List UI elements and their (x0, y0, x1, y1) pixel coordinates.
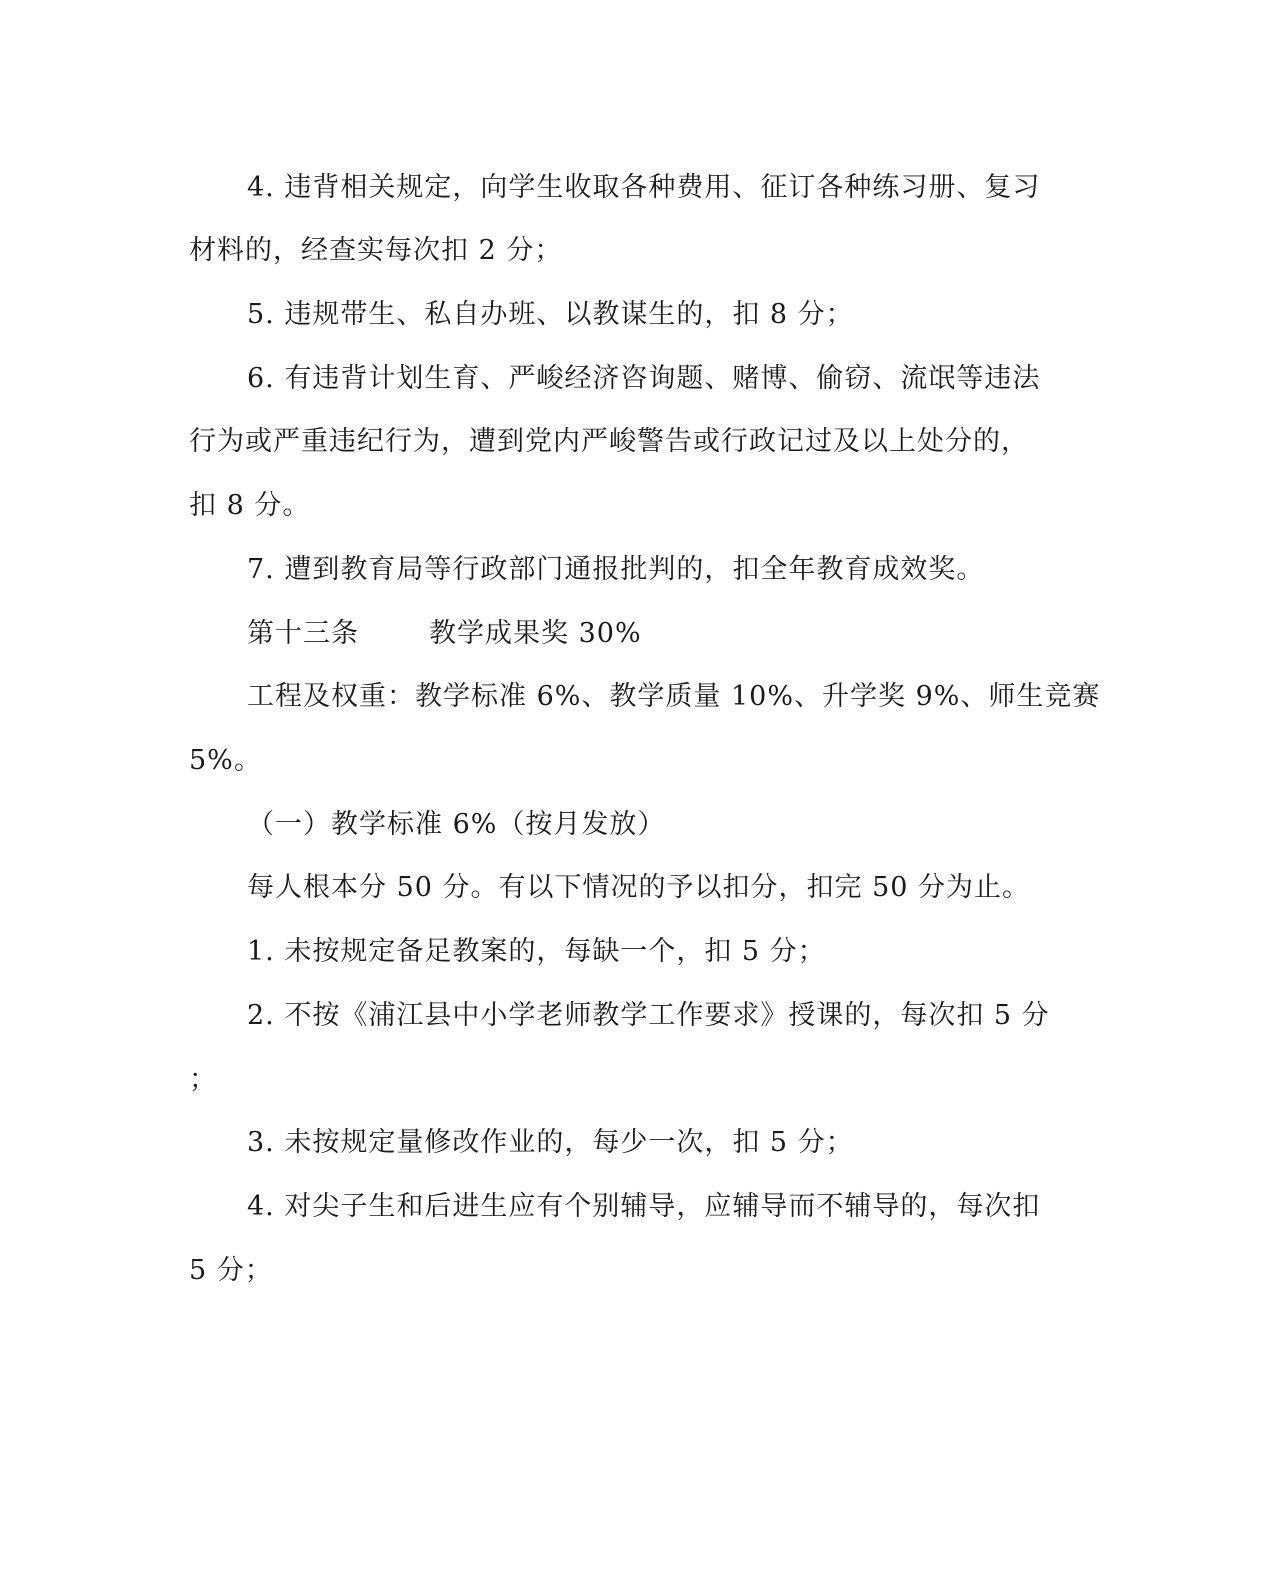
paragraph-line: 3. 未按规定量修改作业的，每少一次，扣 5 分； (247, 1127, 854, 1158)
paragraph-line: 6. 有违背计划生育、严峻经济咨询题、赌博、偷窃、流氓等违法 (247, 363, 1041, 394)
article-title: 教学成果奖 30% (429, 618, 642, 649)
section-heading: （一）教学标准 6%（按月发放） (247, 809, 666, 840)
paragraph-line: 每人根本分 50 分。有以下情况的予以扣分，扣完 50 分为止。 (247, 872, 1031, 903)
article-heading (247, 616, 642, 652)
paragraph-line: 材料的，经查实每次扣 2 分； (189, 235, 563, 266)
paragraph-line: 4. 对尖子生和后进生应有个别辅导，应辅导而不辅导的，每次扣 (247, 1191, 1041, 1222)
paragraph-line: 5. 违规带生、私自办班、以教谋生的，扣 8 分； (247, 299, 854, 330)
paragraph-line: 5%。 (189, 745, 262, 776)
paragraph-line: 2. 不按《浦江县中小学老师教学工作要求》授课的，每次扣 5 分 (247, 1000, 1050, 1031)
paragraph-line: 扣 8 分。 (189, 490, 311, 521)
paragraph-line: 1. 未按规定备足教案的，每缺一个，扣 5 分； (247, 936, 826, 967)
paragraph-line: ； (189, 1064, 217, 1095)
paragraph-line: 行为或严重违纪行为，遭到党内严峻警告或行政记过及以上处分的， (189, 426, 1029, 457)
paragraph-line: 7. 遭到教育局等行政部门通报批判的，扣全年教育成效奖。 (247, 554, 985, 585)
paragraph-line: 4. 违背相关规定，向学生收取各种费用、征订各种练习册、复习 (247, 172, 1041, 203)
paragraph-line: 工程及权重：教学标准 6%、教学质量 10%、升学奖 9%、师生竞赛 (247, 681, 1101, 712)
article-number: 第十三条 (247, 618, 359, 649)
paragraph-line: 5 分； (189, 1255, 273, 1286)
